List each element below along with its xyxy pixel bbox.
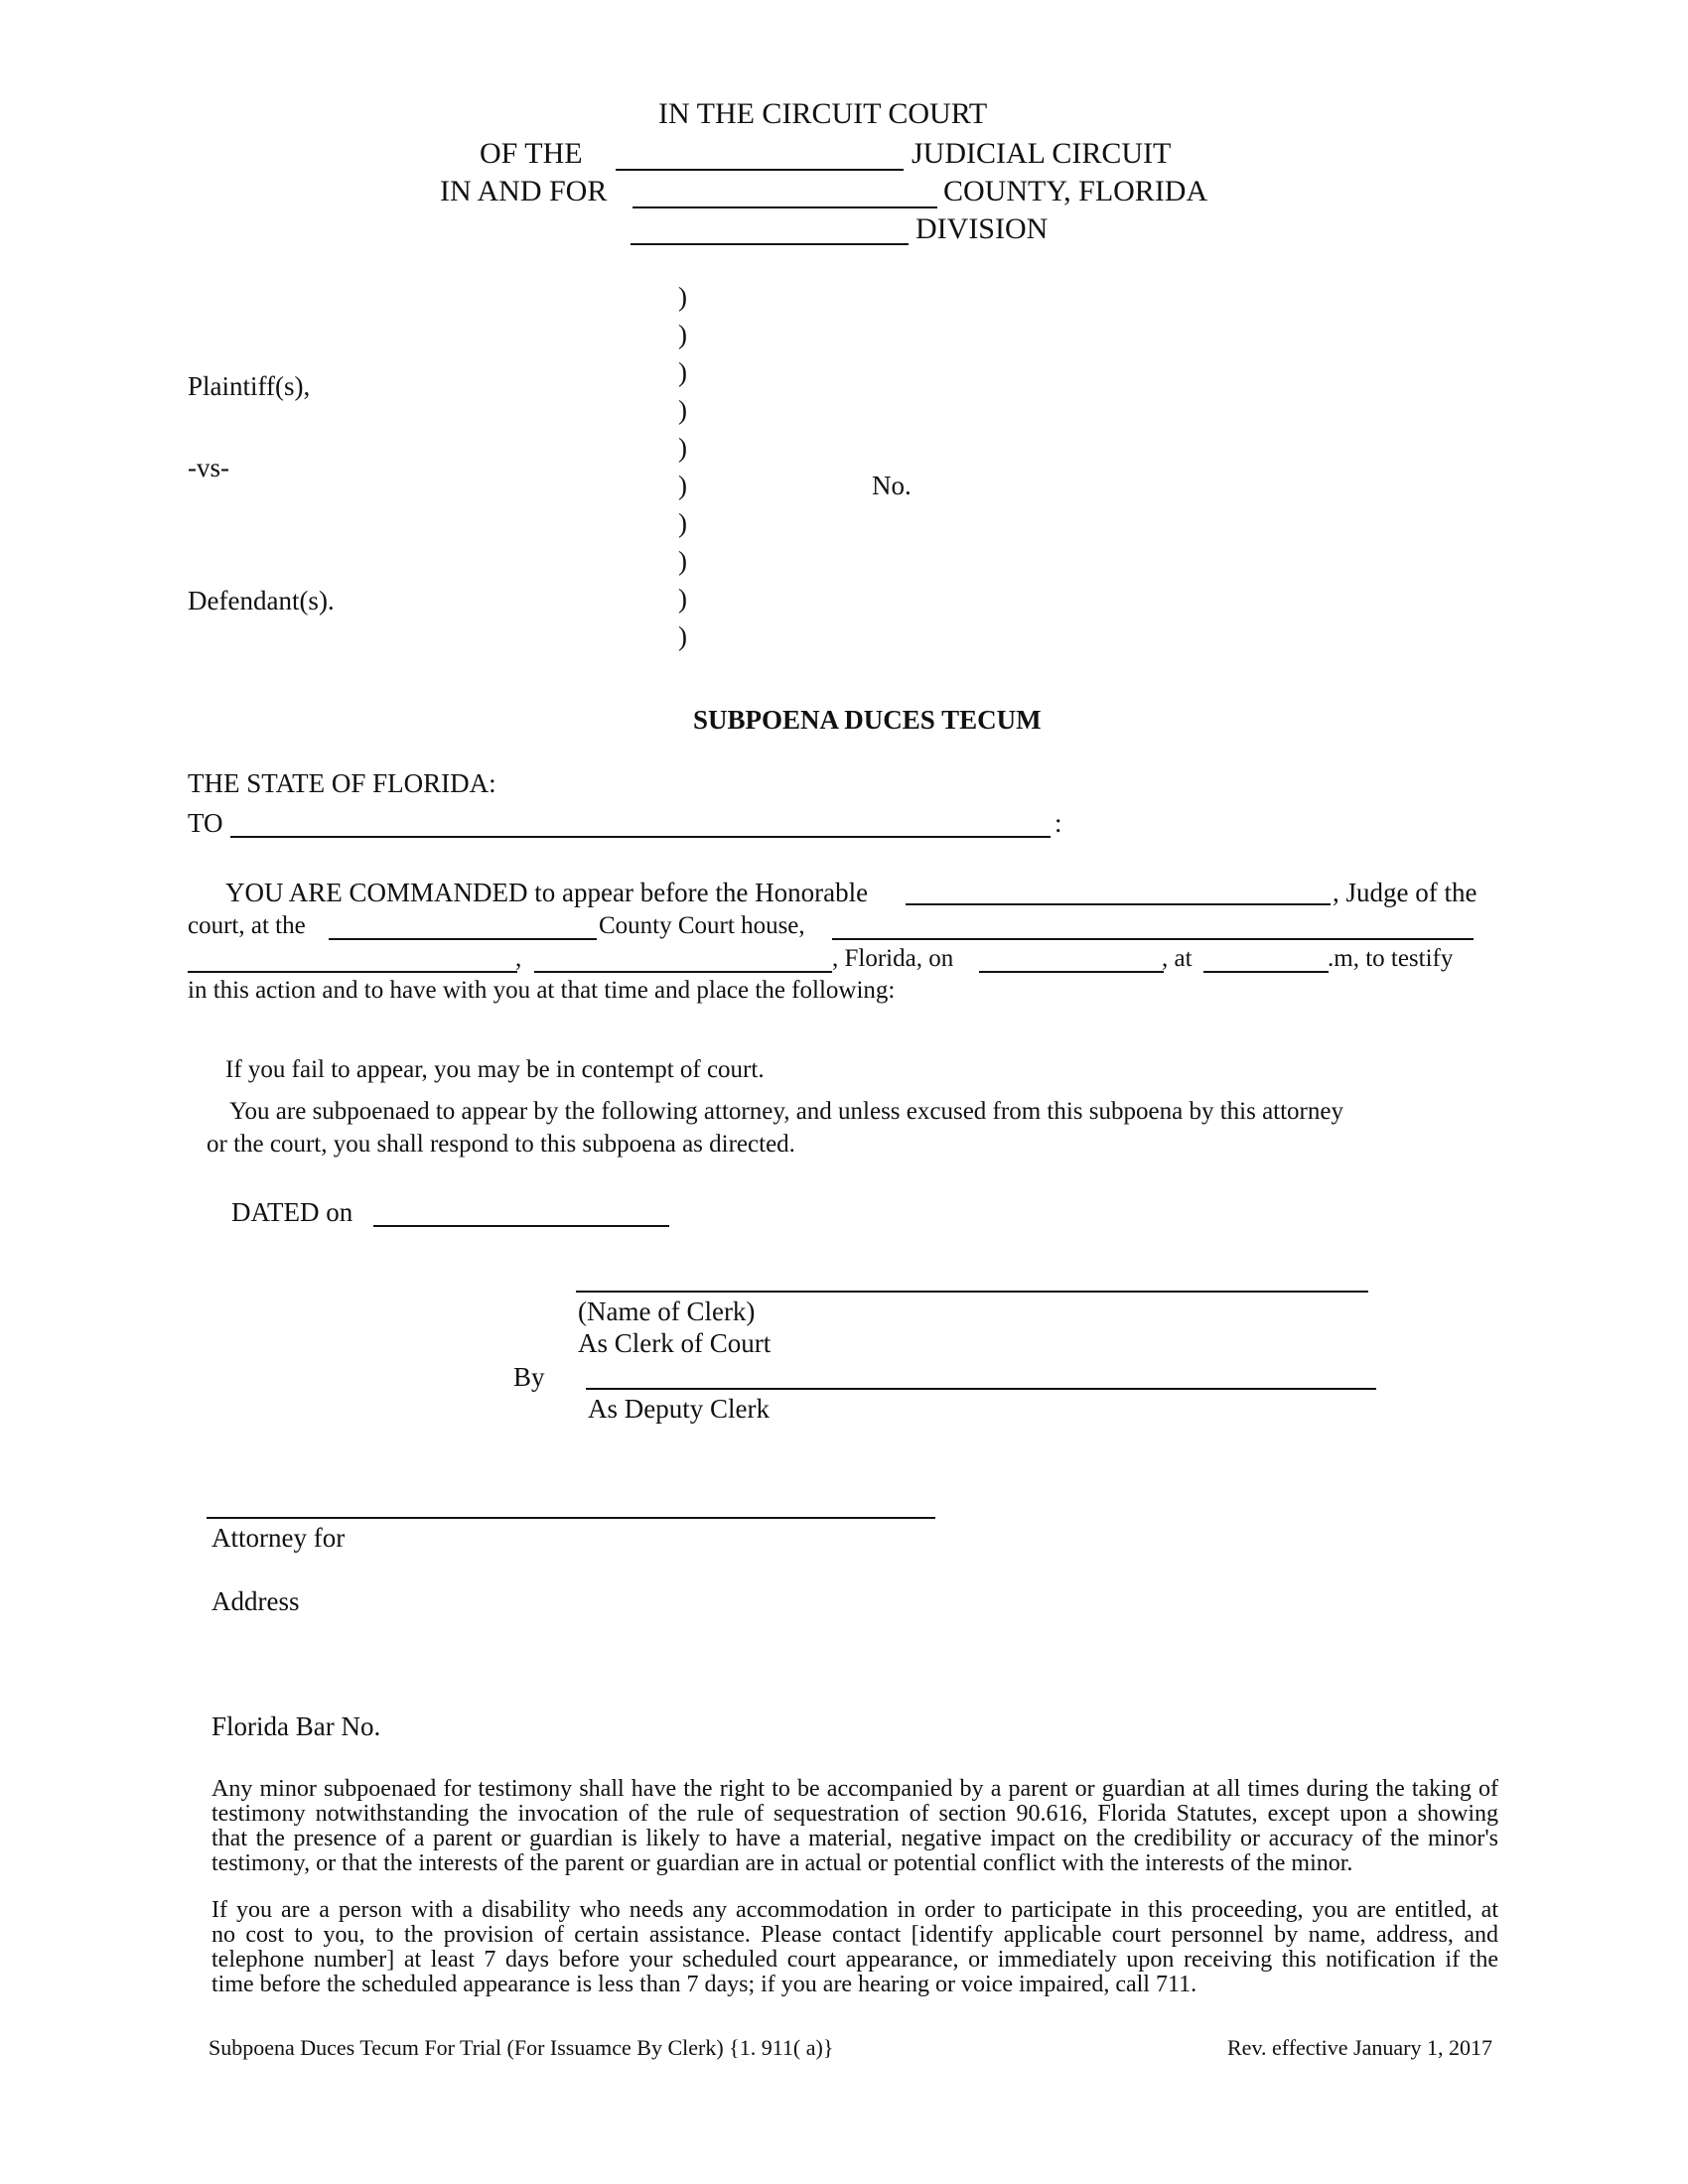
contempt-notice: If you fail to appear, you may be in contempt of court.	[225, 1056, 765, 1083]
at-text: , at	[1162, 945, 1193, 972]
dated-label: DATED on	[231, 1197, 353, 1227]
county-court-blank[interactable]	[329, 938, 597, 940]
attorney-for-label: Attorney for	[211, 1523, 346, 1553]
caption-paren: )	[678, 433, 687, 463]
by-label: By	[513, 1362, 545, 1392]
caption-paren: )	[678, 357, 687, 387]
clerk-name-label: (Name of Clerk)	[578, 1297, 756, 1326]
florida-bar-label: Florida Bar No.	[211, 1711, 381, 1741]
subpoenaed-line1: You are subpoenaed to appear by the following attorney, and unless excused from this subpoena by this attorney	[229, 1098, 1343, 1125]
defendant-label: Defendant(s).	[188, 586, 335, 615]
vs-label: -vs-	[188, 453, 229, 482]
of-the-label: OF THE	[480, 137, 583, 170]
judicial-circuit-blank[interactable]	[616, 169, 904, 171]
caption-paren: )	[678, 282, 687, 312]
caption-paren: )	[678, 546, 687, 576]
command-line4-text: in this action and to have with you at that time and place the following:	[188, 977, 896, 1004]
caption-paren: )	[678, 395, 687, 425]
division-blank[interactable]	[631, 243, 909, 245]
city-blank[interactable]	[534, 971, 832, 973]
division-label: DIVISION	[915, 212, 1049, 245]
command-line1-text: YOU ARE COMMANDED to appear before the Honorable	[225, 878, 869, 907]
caption-paren: )	[678, 320, 687, 349]
address-blank-1[interactable]	[188, 971, 517, 973]
in-and-for-label: IN AND FOR	[440, 175, 608, 207]
caption-paren: )	[678, 584, 687, 614]
address-comma: ,	[515, 945, 522, 972]
address-label: Address	[211, 1586, 300, 1616]
recipient-blank[interactable]	[230, 836, 1051, 838]
judicial-circuit-label: JUDICIAL CIRCUIT	[912, 137, 1172, 170]
florida-on-text: , Florida, on	[832, 945, 954, 972]
minor-notice	[211, 1777, 1498, 1876]
court-heading: IN THE CIRCUIT COURT	[658, 97, 988, 130]
disability-notice-line: If you are a person with a disability who needs any accommodation in order to participate in this proceeding, you are entitled, at	[211, 1897, 1498, 1923]
as-clerk-label: As Clerk of Court	[578, 1328, 772, 1358]
disability-notice	[211, 1898, 1498, 1997]
case-number-label: No.	[872, 471, 912, 500]
subpoenaed-line2: or the court, you shall respond to this subpoena as directed.	[207, 1131, 795, 1158]
to-label: TO	[188, 808, 223, 838]
judge-name-blank[interactable]	[906, 903, 1331, 905]
disability-notice-line: telephone number] at least 7 days before your scheduled court appearance, or immediately upon receiving this notification if the	[211, 1947, 1498, 1973]
county-florida-label: COUNTY, FLORIDA	[943, 175, 1208, 207]
minor-notice-line: Any minor subpoenaed for testimony shall have the right to be accompanied by a parent or guardian at all times during the taking of	[211, 1776, 1498, 1802]
footer-form-id: Subpoena Duces Tecum For Trial (For Issuamce By Clerk) {1. 911( a)}	[209, 2035, 834, 2060]
to-testify-text: .m, to testify	[1328, 945, 1454, 972]
time-blank[interactable]	[1203, 971, 1329, 973]
plaintiff-label: Plaintiff(s),	[188, 371, 311, 401]
state-of-florida: THE STATE OF FLORIDA:	[188, 768, 496, 798]
minor-notice-line: testimony, or that the interests of the parent or guardian are in actual or potential conflict with the interests of the minor.	[211, 1850, 1353, 1876]
dated-blank[interactable]	[373, 1225, 669, 1227]
court-address-blank[interactable]	[832, 938, 1474, 940]
date-blank[interactable]	[979, 971, 1164, 973]
clerk-signature-blank[interactable]	[576, 1291, 1368, 1293]
disability-notice-line: time before the scheduled appearance is less than 7 days; if you are hearing or voice impaired, call 711.	[211, 1972, 1197, 1997]
judge-of-the-text: , Judge of the	[1333, 878, 1477, 907]
deputy-signature-blank[interactable]	[586, 1388, 1376, 1390]
to-colon: :	[1055, 808, 1062, 838]
caption-paren: )	[678, 508, 687, 538]
minor-notice-line: testimony notwithstanding the invocation of the rule of sequestration of section 90.616, Florida Statutes, except upon a showing	[211, 1801, 1498, 1827]
command-line2-text: court, at the	[188, 912, 306, 939]
deputy-clerk-label: As Deputy Clerk	[588, 1394, 770, 1424]
county-court-house-text: County Court house,	[599, 912, 805, 939]
caption-paren: )	[678, 471, 687, 500]
disability-notice-line: no cost to you, to the provision of certain assistance. Please contact [identify applicable court personnel by name, address, and	[211, 1922, 1498, 1948]
county-blank[interactable]	[633, 206, 937, 208]
caption-paren: )	[678, 621, 687, 651]
document-title: SUBPOENA DUCES TECUM	[693, 705, 1042, 735]
attorney-signature-blank[interactable]	[207, 1517, 935, 1519]
footer-revision: Rev. effective January 1, 2017	[1227, 2035, 1492, 2060]
minor-notice-line: that the presence of a parent or guardian is likely to have a material, negative impact on the credibility or accuracy of the minor's	[211, 1826, 1498, 1851]
